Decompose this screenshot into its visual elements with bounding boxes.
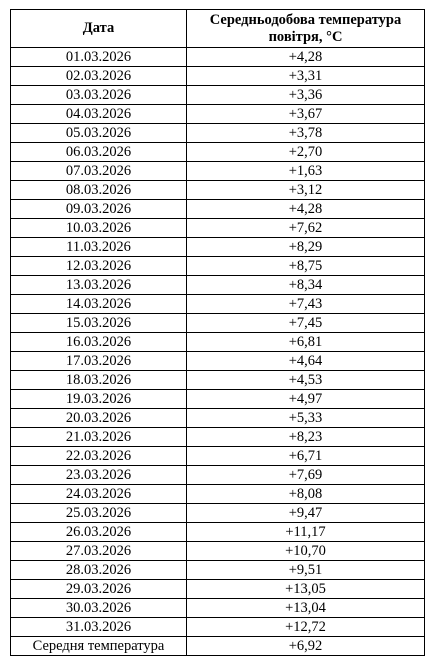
- temperature-cell: +8,34: [187, 276, 425, 295]
- table-row: [11, 428, 425, 447]
- table-row: [11, 257, 425, 276]
- table-row: [11, 466, 425, 485]
- temperature-cell: +10,70: [187, 542, 425, 561]
- summary-value: +6,92: [187, 637, 425, 656]
- temperature-cell: +9,51: [187, 561, 425, 580]
- temperature-cell: +8,29: [187, 238, 425, 257]
- table-row: [11, 238, 425, 257]
- temperature-cell: +3,36: [187, 86, 425, 105]
- table-row: [11, 580, 425, 599]
- summary-label: Середня температура: [11, 637, 187, 656]
- date-cell: 05.03.2026: [11, 124, 187, 143]
- date-cell: 26.03.2026: [11, 523, 187, 542]
- date-cell: 30.03.2026: [11, 599, 187, 618]
- date-cell: 20.03.2026: [11, 409, 187, 428]
- table-row: [11, 105, 425, 124]
- table-row: [11, 599, 425, 618]
- date-cell: 19.03.2026: [11, 390, 187, 409]
- table-row: [11, 181, 425, 200]
- table-row: [11, 124, 425, 143]
- table-row: [11, 162, 425, 181]
- temperature-cell: +11,17: [187, 523, 425, 542]
- date-cell: 25.03.2026: [11, 504, 187, 523]
- temperature-cell: +4,64: [187, 352, 425, 371]
- date-cell: 07.03.2026: [11, 162, 187, 181]
- header-row: [11, 10, 425, 48]
- temperature-column-header: Середньодобова температура повітря, °С: [187, 10, 425, 48]
- date-cell: 29.03.2026: [11, 580, 187, 599]
- temperature-cell: +6,81: [187, 333, 425, 352]
- date-cell: 06.03.2026: [11, 143, 187, 162]
- temperature-cell: +13,05: [187, 580, 425, 599]
- date-column-header: Дата: [11, 10, 187, 48]
- summary-row: [11, 637, 425, 656]
- table-row: [11, 295, 425, 314]
- table-row: [11, 333, 425, 352]
- table-row: [11, 561, 425, 580]
- temperature-cell: +6,71: [187, 447, 425, 466]
- date-cell: 27.03.2026: [11, 542, 187, 561]
- temperature-cell: +3,78: [187, 124, 425, 143]
- temperature-cell: +7,43: [187, 295, 425, 314]
- table-row: [11, 143, 425, 162]
- temperature-cell: +4,97: [187, 390, 425, 409]
- table-row: [11, 504, 425, 523]
- table-row: [11, 352, 425, 371]
- table-row: [11, 219, 425, 238]
- date-cell: 12.03.2026: [11, 257, 187, 276]
- date-cell: 10.03.2026: [11, 219, 187, 238]
- table-row: [11, 542, 425, 561]
- temperature-cell: +3,67: [187, 105, 425, 124]
- temperature-cell: +7,45: [187, 314, 425, 333]
- table-row: [11, 409, 425, 428]
- date-cell: 23.03.2026: [11, 466, 187, 485]
- date-cell: 18.03.2026: [11, 371, 187, 390]
- temperature-cell: +4,53: [187, 371, 425, 390]
- table-row: [11, 314, 425, 333]
- temperature-cell: +8,08: [187, 485, 425, 504]
- temperature-cell: +4,28: [187, 200, 425, 219]
- date-cell: 17.03.2026: [11, 352, 187, 371]
- date-cell: 24.03.2026: [11, 485, 187, 504]
- table-row: [11, 200, 425, 219]
- date-cell: 02.03.2026: [11, 67, 187, 86]
- table-row: [11, 276, 425, 295]
- temperature-cell: +7,62: [187, 219, 425, 238]
- temperature-cell: +3,31: [187, 67, 425, 86]
- table-row: [11, 86, 425, 105]
- temperature-cell: +5,33: [187, 409, 425, 428]
- date-cell: 31.03.2026: [11, 618, 187, 637]
- table-row: [11, 390, 425, 409]
- temperature-table: [10, 9, 425, 656]
- temperature-cell: +13,04: [187, 599, 425, 618]
- temperature-cell: +12,72: [187, 618, 425, 637]
- date-cell: 22.03.2026: [11, 447, 187, 466]
- date-cell: 11.03.2026: [11, 238, 187, 257]
- temperature-cell: +3,12: [187, 181, 425, 200]
- date-cell: 13.03.2026: [11, 276, 187, 295]
- date-cell: 21.03.2026: [11, 428, 187, 447]
- table-row: [11, 67, 425, 86]
- table-row: [11, 485, 425, 504]
- date-cell: 04.03.2026: [11, 105, 187, 124]
- date-cell: 03.03.2026: [11, 86, 187, 105]
- temperature-cell: +7,69: [187, 466, 425, 485]
- temperature-cell: +2,70: [187, 143, 425, 162]
- table-row: [11, 618, 425, 637]
- table-row: [11, 447, 425, 466]
- date-cell: 01.03.2026: [11, 48, 187, 67]
- date-cell: 28.03.2026: [11, 561, 187, 580]
- temperature-cell: +9,47: [187, 504, 425, 523]
- date-cell: 15.03.2026: [11, 314, 187, 333]
- date-cell: 14.03.2026: [11, 295, 187, 314]
- table-row: [11, 48, 425, 67]
- date-cell: 08.03.2026: [11, 181, 187, 200]
- date-cell: 09.03.2026: [11, 200, 187, 219]
- date-cell: 16.03.2026: [11, 333, 187, 352]
- temperature-cell: +8,75: [187, 257, 425, 276]
- table-row: [11, 523, 425, 542]
- table-row: [11, 371, 425, 390]
- temperature-cell: +8,23: [187, 428, 425, 447]
- table-body: [11, 48, 425, 637]
- temperature-cell: +4,28: [187, 48, 425, 67]
- temperature-cell: +1,63: [187, 162, 425, 181]
